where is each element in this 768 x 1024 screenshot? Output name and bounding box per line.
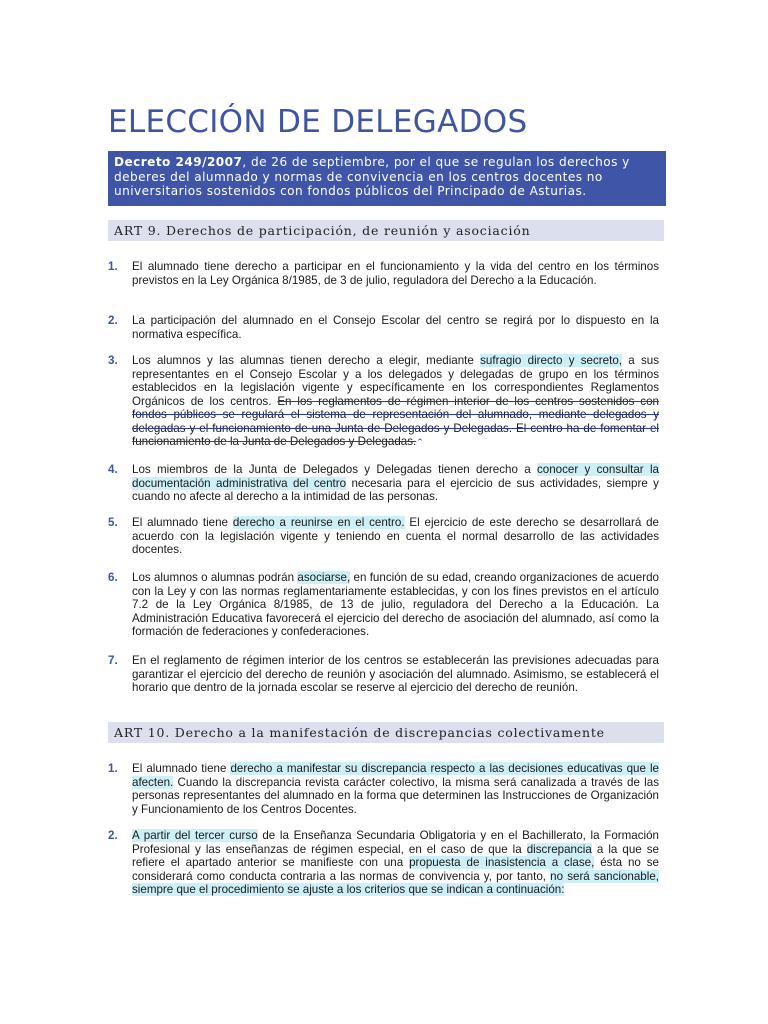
- item-text: [132, 463, 659, 504]
- item-text: [132, 516, 659, 557]
- item-text-part: a sus representantes en el Consejo Escolar y a los delegados y delegadas de grupo en los términos establecidos en la legislación vigente y específicamente en los correspondientes Reglamentos Orgánicos de los centros.: [132, 354, 660, 408]
- item-text-part: a la que se refiere el apartado anterior se manifieste con una: [132, 842, 660, 869]
- highlighted-text: propuesta de inasistencia a clase,: [409, 856, 595, 869]
- item-text-part: La participación del alumnado en el Consejo Escolar del centro se regirá por lo dispuesto en la normativa específica.: [132, 314, 659, 341]
- item-number: 1.: [108, 260, 118, 273]
- item-text-part: de la Enseñanza Secundaria Obligatoria y en el Bachillerato, la Formación Profesional y las enseñanzas de régimen especial, en el caso de que la: [132, 829, 659, 856]
- item-number: 6.: [108, 571, 118, 584]
- item-text-part: En el reglamento de régimen interior de los centros se establecerán las previsiones adecuadas para garantizar el ejercicio del derecho de reunión y asociación del alumnado. Asimismo, se establecerá el horario que dentro de la jornada escolar se reserve al ejercicio del derecho de reunión.: [132, 654, 659, 694]
- item-text: [132, 762, 659, 816]
- item-text: [132, 354, 659, 450]
- item-text-part: ésta no se considerará como conducta contraria a las normas de convivencia y, por tanto,: [132, 856, 659, 883]
- highlighted-text: discrepancia: [526, 842, 592, 856]
- item-text: [132, 571, 659, 639]
- item-text-part: El alumnado tiene: [132, 762, 231, 775]
- item-text-part: Los alumnos y las alumnas tienen derecho a elegir, mediante: [132, 354, 481, 367]
- highlighted-text: asociarse,: [297, 571, 351, 584]
- art10-heading: ART 10. Derecho a la manifestación de discrepancias colectivamente: [108, 722, 664, 743]
- insertion-caret-icon: ⌃: [416, 437, 424, 447]
- decree-text: , de 26 de septiembre, por el que se regulan los derechos y deberes del alumnado y normas de convivencia en los centros docentes no universitarios sostenidos con fondos públicos del Principado de Asturias.: [114, 155, 630, 199]
- item-number: 3.: [108, 354, 118, 367]
- highlighted-text: derecho a manifestar su discrepancia respecto a las decisiones educativas que le afecten.: [132, 762, 659, 789]
- item-text: [132, 260, 659, 287]
- item-text-part: en función de su edad, creando organizaciones de acuerdo con la Ley y con las normas reglamentariamente establecidas, y con los fines previstos en el artículo 7.2 de la Ley Orgánica 8/1985, de 13 de julio, reguladora del Derecho a la Educación. La Administración Educativa favorecerá el ejercicio del derecho de asociación del alumnado, así como la formación de federaciones y confederaciones.: [132, 571, 659, 638]
- highlighted-text: A partir del tercer curso: [132, 829, 258, 842]
- item-text-part: El ejercicio de este derecho se desarrollará de acuerdo con la legislación vigente y teniendo en cuenta el normal desarrollo de las actividades docentes.: [132, 516, 660, 556]
- item-number: 2.: [108, 829, 118, 842]
- item-text-part: Los alumnos o alumnas podrán: [132, 571, 298, 584]
- item-number: 1.: [108, 762, 118, 775]
- item-text-part: Los miembros de la Junta de Delegados y Delegadas tienen derecho a: [132, 463, 537, 476]
- struck-text: En los reglamentos de régimen interior de los centros sostenidos con fondos públicos se regulará el sistema de representación del alumnado, mediante delegados y delegadas y el funcionamiento de una Junta de Delegados y Delegadas. El centro ha de fomentar el funcionamiento de la Junta de Delegados y Delegadas.: [132, 394, 659, 448]
- item-text-part: necesaria para el ejercicio de sus actividades, siempre y cuando no afecte al derecho a la intimidad de las personas.: [132, 476, 659, 503]
- item-text: [132, 654, 659, 695]
- highlighted-text: no será sancionable, siempre que el procedimiento se ajuste a los criterios que se indican a continuación:: [132, 869, 659, 896]
- decree-box: [108, 151, 666, 206]
- highlighted-text: derecho a reunirse en el centro.: [232, 516, 405, 529]
- decree-number: Decreto 249/2007: [114, 155, 243, 169]
- highlighted-text: conocer y consultar la documentación administrativa del centro: [132, 463, 659, 490]
- item-number: 5.: [108, 516, 118, 529]
- highlighted-text: sufragio directo y secreto,: [480, 354, 622, 367]
- item-number: 7.: [108, 654, 118, 667]
- item-text-part: El alumnado tiene derecho a participar en el funcionamiento y la vida del centro en los términos previstos en la Ley Orgánica 8/1985, de 3 de julio, reguladora del Derecho a la Educación.: [132, 260, 659, 287]
- item-number: 2.: [108, 314, 118, 327]
- item-number: 4.: [108, 463, 118, 476]
- item-text: [132, 829, 659, 897]
- item-text: [132, 314, 659, 341]
- item-text-part: Cuando la discrepancia revista carácter colectivo, la misma será canalizada a través de las personas representantes del alumnado en la forma que determinen las Instrucciones de Organización y Funcionamiento de los Centros Docentes.: [132, 775, 659, 816]
- art9-heading: ART 9. Derechos de participación, de reunión y asociación: [108, 220, 664, 241]
- item-text-part: El alumnado tiene: [132, 516, 233, 529]
- page-title: ELECCIÓN DE DELEGADOS: [108, 104, 528, 140]
